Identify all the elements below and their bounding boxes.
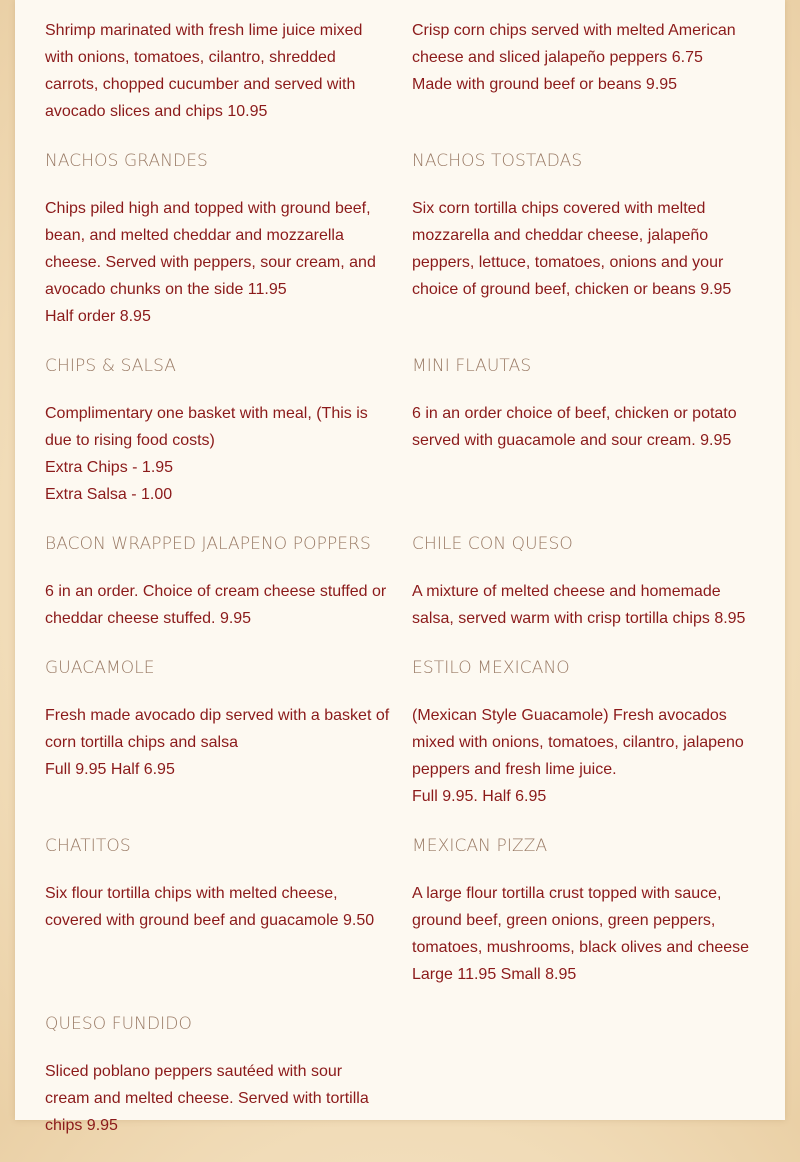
menu-item-title: NACHOS GRANDES — [45, 151, 208, 171]
menu-item — [45, 353, 390, 508]
menu-item-line: Extra Salsa - 1.00 — [45, 486, 173, 503]
menu-item-title: GUACAMOLE — [45, 658, 155, 678]
menu-item-title: CHIPS & SALSA — [45, 356, 177, 376]
menu-item-description — [412, 578, 757, 632]
menu-item-line: Large 11.95 Small 8.95 — [412, 966, 577, 983]
menu-item-line: 6 in an order. Choice of cream cheese stuffed or cheddar cheese stuffed. 9.95 — [45, 583, 387, 627]
menu-item — [45, 833, 390, 988]
menu-item-description — [45, 578, 390, 632]
menu-item-title: BACON WRAPPED JALAPENO POPPERS — [45, 534, 371, 554]
menu-item — [45, 531, 390, 632]
menu-item-title: QUESO FUNDIDO — [45, 1014, 192, 1034]
menu-item-line: A large flour tortilla crust topped with sauce, ground beef, green onions, green peppers, tomatoes, mushrooms, black olives and cheese — [412, 885, 750, 956]
appetizer-menu-grid — [45, 17, 755, 1162]
menu-item — [412, 148, 757, 330]
menu-item-description — [412, 880, 757, 988]
menu-item-title: CHILE CON QUESO — [412, 534, 573, 554]
menu-item-line: Full 9.95. Half 6.95 — [412, 788, 547, 805]
menu-item-description — [45, 400, 390, 508]
menu-item-description — [45, 702, 390, 783]
menu-item-title: CHATITOS — [45, 836, 131, 856]
menu-item-description — [412, 195, 757, 303]
menu-item — [45, 148, 390, 330]
menu-item-title: MEXICAN PIZZA — [412, 836, 548, 856]
menu-item — [412, 531, 757, 632]
menu-item-description — [45, 195, 390, 330]
menu-item-line: Crisp corn chips served with melted American cheese and sliced jalapeño peppers 6.75 — [412, 22, 736, 66]
menu-item-line: Chips piled high and topped with ground beef, bean, and melted cheddar and mozzarella cheese. Served with peppers, sour cream, and avocado chunks on the side 11.95 — [45, 200, 376, 298]
menu-item-description — [412, 400, 757, 454]
menu-item-description — [45, 1058, 390, 1139]
menu-item-line: Made with ground beef or beans 9.95 — [412, 76, 678, 93]
menu-item-description — [412, 17, 757, 98]
menu-item — [412, 833, 757, 988]
menu-item-line: Fresh made avocado dip served with a basket of corn tortilla chips and salsa — [45, 707, 390, 751]
menu-item-line: (Mexican Style Guacamole) Fresh avocados mixed with onions, tomatoes, cilantro, jalapeno peppers and fresh lime juice. — [412, 707, 744, 778]
menu-item-line: Full 9.95 Half 6.95 — [45, 761, 175, 778]
menu-item-title: ESTILO MEXICANO — [412, 658, 570, 678]
menu-item-line: A mixture of melted cheese and homemade salsa, served warm with crisp tortilla chips 8.95 — [412, 583, 746, 627]
menu-item — [412, 17, 757, 125]
menu-item-title: MINI FLAUTAS — [412, 356, 532, 376]
menu-item-description — [45, 880, 390, 934]
menu-item-line: Six corn tortilla chips covered with melted mozzarella and cheddar cheese, jalapeño peppers, lettuce, tomatoes, onions and your choice of ground beef, chicken or beans 9.95 — [412, 200, 732, 298]
menu-item-line: Six flour tortilla chips with melted cheese, covered with ground beef and guacamole 9.50 — [45, 885, 375, 929]
menu-item — [412, 655, 757, 810]
menu-item-line: Shrimp marinated with fresh lime juice mixed with onions, tomatoes, cilantro, shredded carrots, chopped cucumber and served with avocado slices and chips 10.95 — [45, 22, 363, 120]
menu-item-line: 6 in an order choice of beef, chicken or potato served with guacamole and sour cream. 9.95 — [412, 405, 737, 449]
menu-item-description — [412, 702, 757, 810]
menu-item — [412, 353, 757, 508]
menu-item — [45, 655, 390, 810]
menu-item-line: Complimentary one basket with meal, (This is due to rising food costs) — [45, 405, 368, 449]
menu-item-title: NACHOS TOSTADAS — [412, 151, 583, 171]
menu-item-line: Half order 8.95 — [45, 308, 151, 325]
menu-item-description — [45, 17, 390, 125]
menu-item — [45, 17, 390, 125]
menu-item-line: Sliced poblano peppers sautéed with sour cream and melted cheese. Served with tortilla chips 9.95 — [45, 1063, 369, 1134]
menu-item-line: Extra Chips - 1.95 — [45, 459, 174, 476]
